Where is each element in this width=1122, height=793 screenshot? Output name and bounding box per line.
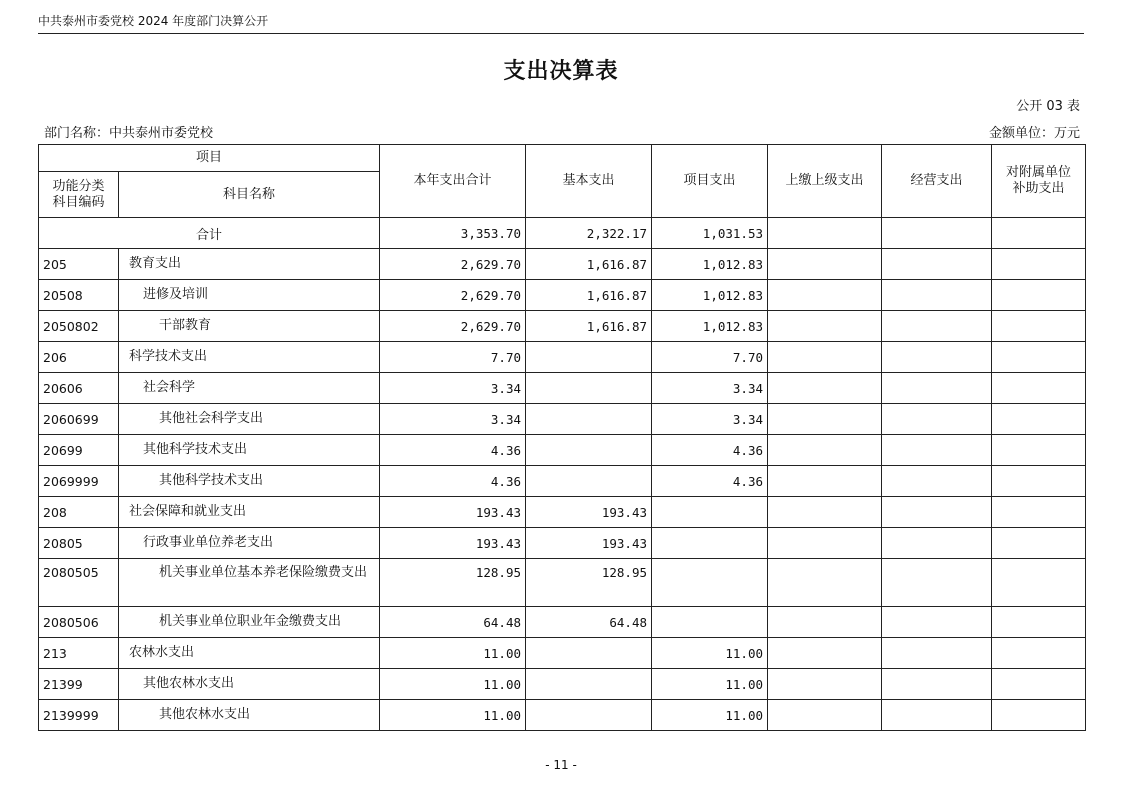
upper-amount-cell — [768, 559, 882, 607]
business-amount-cell — [882, 466, 992, 497]
total-amount-cell: 193.43 — [380, 497, 526, 528]
upper-amount-cell — [768, 249, 882, 280]
basic-amount-cell: 193.43 — [526, 528, 652, 559]
table-row — [39, 607, 1086, 638]
function-code-cell: 2080505 — [39, 559, 119, 607]
subject-name-cell: 科学技术支出 — [119, 342, 380, 373]
subject-name-cell: 其他农林水支出 — [119, 700, 380, 731]
project-amount-cell — [652, 497, 768, 528]
business-amount-cell — [882, 311, 992, 342]
total-amount-cell: 11.00 — [380, 638, 526, 669]
upper-amount-cell — [768, 311, 882, 342]
upper-amount-cell — [768, 280, 882, 311]
basic-amount-cell: 1,616.87 — [526, 249, 652, 280]
total-amount-cell: 64.48 — [380, 607, 526, 638]
table-row — [39, 404, 1086, 435]
project-amount-cell: 4.36 — [652, 466, 768, 497]
subject-name-cell: 行政事业单位养老支出 — [119, 528, 380, 559]
total-amount-cell: 128.95 — [380, 559, 526, 607]
basic-amount-cell — [526, 700, 652, 731]
project-amount-cell — [652, 528, 768, 559]
table-row — [39, 700, 1086, 731]
subsidiary-amount-cell — [992, 497, 1086, 528]
upper-amount-cell — [768, 607, 882, 638]
function-code-cell: 2139999 — [39, 700, 119, 731]
basic-amount-cell: 64.48 — [526, 607, 652, 638]
function-code-cell: 208 — [39, 497, 119, 528]
total-label: 合计 — [39, 218, 380, 249]
header-subsidiary: 对附属单位 补助支出 — [992, 145, 1086, 218]
table-number: 公开 03 表 — [1016, 99, 1080, 114]
total-amount-cell: 11.00 — [380, 669, 526, 700]
upper-amount-cell — [768, 700, 882, 731]
business-amount-cell — [882, 404, 992, 435]
total-amount-cell: 2,629.70 — [380, 311, 526, 342]
basic-amount-cell — [526, 435, 652, 466]
project-amount-cell: 3.34 — [652, 373, 768, 404]
subsidiary-amount-cell — [992, 700, 1086, 731]
subsidiary-amount-cell — [992, 404, 1086, 435]
project-amount-cell: 1,012.83 — [652, 311, 768, 342]
business-amount-cell — [882, 669, 992, 700]
total-amount-cell: 7.70 — [380, 342, 526, 373]
total-row — [39, 218, 1086, 249]
table-row — [39, 249, 1086, 280]
total-subsidiary — [992, 218, 1086, 249]
basic-amount-cell — [526, 404, 652, 435]
subject-name-cell: 进修及培训 — [119, 280, 380, 311]
subject-name-cell: 社会保障和就业支出 — [119, 497, 380, 528]
table-row — [39, 280, 1086, 311]
basic-amount-cell — [526, 638, 652, 669]
header-subject-name: 科目名称 — [119, 172, 380, 218]
subject-name-cell: 机关事业单位基本养老保险缴费支出 — [119, 559, 380, 607]
table-row — [39, 559, 1086, 607]
business-amount-cell — [882, 528, 992, 559]
project-amount-cell: 1,012.83 — [652, 249, 768, 280]
subsidiary-amount-cell — [992, 311, 1086, 342]
total-amount-cell: 4.36 — [380, 466, 526, 497]
subject-name-cell: 其他社会科学支出 — [119, 404, 380, 435]
business-amount-cell — [882, 249, 992, 280]
upper-amount-cell — [768, 528, 882, 559]
header-project-expenditure: 项目支出 — [652, 145, 768, 218]
project-amount-cell: 7.70 — [652, 342, 768, 373]
total-amount-cell: 193.43 — [380, 528, 526, 559]
basic-amount-cell: 128.95 — [526, 559, 652, 607]
table-row — [39, 342, 1086, 373]
function-code-cell: 2050802 — [39, 311, 119, 342]
total-amount-cell: 2,629.70 — [380, 249, 526, 280]
basic-amount-cell: 1,616.87 — [526, 280, 652, 311]
business-amount-cell — [882, 497, 992, 528]
total-project: 1,031.53 — [652, 218, 768, 249]
table-header-row-1 — [39, 145, 1086, 172]
subject-name-cell: 其他科学技术支出 — [119, 466, 380, 497]
header-basic: 基本支出 — [526, 145, 652, 218]
basic-amount-cell — [526, 669, 652, 700]
business-amount-cell — [882, 700, 992, 731]
subject-name-cell: 教育支出 — [119, 249, 380, 280]
document-header-title: 中共泰州市委党校 2024 年度部门决算公开 — [38, 14, 269, 28]
project-amount-cell: 4.36 — [652, 435, 768, 466]
basic-amount-cell — [526, 466, 652, 497]
page-number: - 11 - — [545, 758, 577, 772]
total-amount-cell: 11.00 — [380, 700, 526, 731]
function-code-cell: 2080506 — [39, 607, 119, 638]
table-row — [39, 373, 1086, 404]
table-row — [39, 435, 1086, 466]
basic-amount-cell — [526, 373, 652, 404]
project-amount-cell — [652, 607, 768, 638]
upper-amount-cell — [768, 404, 882, 435]
subsidiary-amount-cell — [992, 249, 1086, 280]
page-title: 支出决算表 — [503, 59, 619, 84]
header-total: 本年支出合计 — [380, 145, 526, 218]
subject-name-cell: 其他科学技术支出 — [119, 435, 380, 466]
subsidiary-amount-cell — [992, 607, 1086, 638]
project-amount-cell: 11.00 — [652, 669, 768, 700]
upper-amount-cell — [768, 497, 882, 528]
function-code-cell: 21399 — [39, 669, 119, 700]
business-amount-cell — [882, 435, 992, 466]
business-amount-cell — [882, 342, 992, 373]
total-amount-cell: 3.34 — [380, 404, 526, 435]
table-row — [39, 497, 1086, 528]
function-code-cell: 205 — [39, 249, 119, 280]
subject-name-cell: 其他农林水支出 — [119, 669, 380, 700]
business-amount-cell — [882, 559, 992, 607]
upper-amount-cell — [768, 638, 882, 669]
table-row — [39, 528, 1086, 559]
upper-amount-cell — [768, 373, 882, 404]
header-project: 项目 — [39, 145, 380, 172]
department-name: 部门名称：中共泰州市委党校 — [44, 126, 214, 141]
subject-name-cell: 机关事业单位职业年金缴费支出 — [119, 607, 380, 638]
business-amount-cell — [882, 280, 992, 311]
subsidiary-amount-cell — [992, 466, 1086, 497]
business-amount-cell — [882, 638, 992, 669]
expenditure-table — [38, 144, 1086, 731]
subsidiary-amount-cell — [992, 559, 1086, 607]
business-amount-cell — [882, 607, 992, 638]
table-row — [39, 311, 1086, 342]
subsidiary-amount-cell — [992, 342, 1086, 373]
total-basic: 2,322.17 — [526, 218, 652, 249]
total-amount: 3,353.70 — [380, 218, 526, 249]
header-function-code: 功能分类 科目编码 — [39, 172, 119, 218]
table-row — [39, 466, 1086, 497]
function-code-cell: 2060699 — [39, 404, 119, 435]
upper-amount-cell — [768, 669, 882, 700]
project-amount-cell: 1,012.83 — [652, 280, 768, 311]
basic-amount-cell — [526, 342, 652, 373]
subsidiary-amount-cell — [992, 280, 1086, 311]
subsidiary-amount-cell — [992, 373, 1086, 404]
project-amount-cell: 3.34 — [652, 404, 768, 435]
total-upper — [768, 218, 882, 249]
subject-name-cell: 农林水支出 — [119, 638, 380, 669]
upper-amount-cell — [768, 435, 882, 466]
total-amount-cell: 2,629.70 — [380, 280, 526, 311]
function-code-cell: 20606 — [39, 373, 119, 404]
subject-name-cell: 社会科学 — [119, 373, 380, 404]
project-amount-cell: 11.00 — [652, 638, 768, 669]
function-code-cell: 20805 — [39, 528, 119, 559]
function-code-cell: 2069999 — [39, 466, 119, 497]
function-code-cell: 20699 — [39, 435, 119, 466]
total-amount-cell: 4.36 — [380, 435, 526, 466]
basic-amount-cell: 193.43 — [526, 497, 652, 528]
function-code-cell: 213 — [39, 638, 119, 669]
basic-amount-cell: 1,616.87 — [526, 311, 652, 342]
function-code-cell: 206 — [39, 342, 119, 373]
project-amount-cell: 11.00 — [652, 700, 768, 731]
function-code-cell: 20508 — [39, 280, 119, 311]
business-amount-cell — [882, 373, 992, 404]
subsidiary-amount-cell — [992, 528, 1086, 559]
document-header — [38, 10, 1084, 34]
upper-amount-cell — [768, 342, 882, 373]
subsidiary-amount-cell — [992, 435, 1086, 466]
upper-amount-cell — [768, 466, 882, 497]
table-body — [39, 218, 1086, 731]
subject-name-cell: 干部教育 — [119, 311, 380, 342]
header-business: 经营支出 — [882, 145, 992, 218]
header-upper-payment: 上缴上级支出 — [768, 145, 882, 218]
amount-unit: 金额单位：万元 — [988, 126, 1080, 141]
table-row — [39, 669, 1086, 700]
subsidiary-amount-cell — [992, 669, 1086, 700]
total-amount-cell: 3.34 — [380, 373, 526, 404]
table-row — [39, 638, 1086, 669]
total-business — [882, 218, 992, 249]
project-amount-cell — [652, 559, 768, 607]
subsidiary-amount-cell — [992, 638, 1086, 669]
